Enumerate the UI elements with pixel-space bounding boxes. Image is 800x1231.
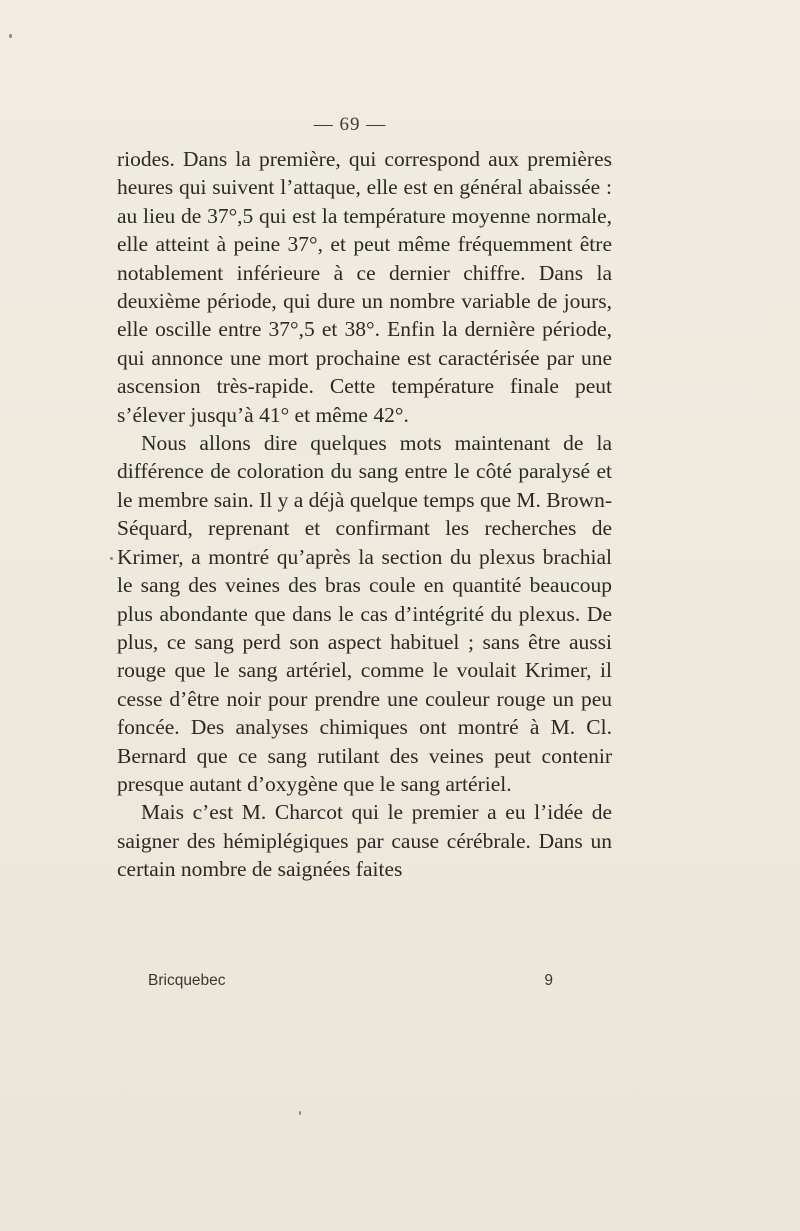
page-number: — 69 — [313, 114, 387, 135]
paragraph-2: Nous allons dire quelques mots maintenant de la différence de coloration du sang entre le côté paralysé et le membre sain. Il y a déjà quelque temps que M. Brown-Séquard, reprenant et confirmant les recherches de Krimer, a montré qu’après la section du plexus brachial le sang des veines des bras coule en quantité beaucoup plus abondante que dans le cas d’intégrité du plexus. De plus, ce sang perd son aspect habituel ; sans être aussi rouge que le sang artériel, comme le voulait Krimer, il cesse d’être noir pour prendre une couleur rouge un peu foncée. Des analyses chimiques ont montré à M. Cl. Bernard que ce sang rutilant des veines peut contenir presque autant d’oxygène que le sang artériel. [117, 431, 612, 796]
page-footer [148, 972, 553, 990]
footer-author: Bricquebec [148, 972, 226, 989]
paper-speck [110, 557, 113, 560]
footer-signature-mark: 9 [544, 972, 553, 989]
paragraph-3: Mais c’est M. Charcot qui le premier a eu l’idée de saigner des hémiplégiques par cause cérébrale. Dans un certain nombre de saignées faites [117, 800, 612, 882]
body-text [117, 145, 612, 884]
paper-speck [299, 1111, 301, 1115]
paper-speck [9, 34, 12, 38]
paragraph-1: riodes. Dans la première, qui correspond aux premières heures qui suivent l’attaque, elle est en général abaissée : au lieu de 37°,5 qui est la température moyenne normale, elle atteint à peine 37°, et peut même fréquemment être notablement inférieure à ce dernier chiffre. Dans la deuxième période, qui dure un nombre variable de jours, elle oscille entre 37°,5 et 38°. Enfin la dernière période, qui annonce une mort prochaine est caractérisée par une ascension très-rapide. Cette température finale peut s’élever jusqu’à 41° et même 42°. [117, 147, 612, 427]
